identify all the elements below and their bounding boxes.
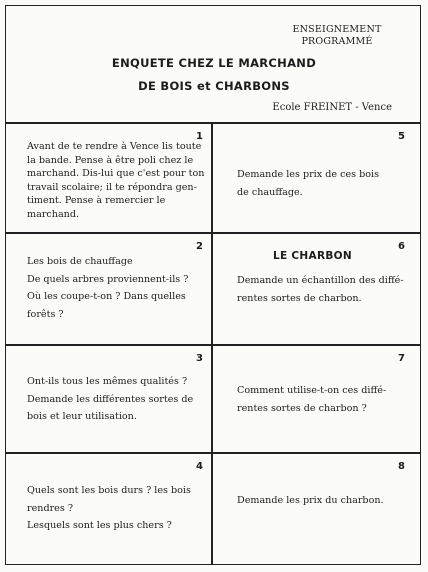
card-6 bbox=[213, 232, 421, 344]
card-text: Ont-ils tous les mêmes qualités ? Demande les différentes sortes de bois et leur utilisation. bbox=[27, 376, 194, 422]
card-text: Comment utilise-t-on ces diffé- rentes sortes de charbon ? bbox=[237, 385, 387, 414]
card-number: 6 bbox=[398, 241, 405, 252]
card-number: 1 bbox=[196, 131, 203, 142]
card-number: 3 bbox=[196, 353, 203, 364]
card-text: Les bois de chauffage De quels arbres proviennent-ils ? Où les coupe-t-on ? Dans quelles forêts ? bbox=[27, 256, 189, 320]
card-text: Demande les prix du charbon. bbox=[237, 495, 384, 506]
card-number: 7 bbox=[398, 353, 405, 364]
card-4 bbox=[5, 452, 211, 565]
card-text: Demande un échantillon des diffé- rentes sortes de charbon. bbox=[237, 275, 404, 304]
card-7 bbox=[213, 344, 421, 452]
school-name: Ecole FREINET - Vence bbox=[272, 102, 392, 113]
page-title-line-1: ENQUETE CHEZ LE MARCHAND bbox=[111, 56, 317, 70]
card-text: Quels sont les bois durs ? les bois rendres ? Lesquels sont les plus chers ? bbox=[27, 485, 191, 531]
card-number: 5 bbox=[398, 131, 405, 142]
page-title-line-2: DE BOIS et CHARBONS bbox=[138, 79, 290, 93]
tag-line-1: ENSEIGNEMENT bbox=[292, 24, 382, 35]
card-8 bbox=[213, 452, 421, 565]
card-1 bbox=[5, 122, 211, 232]
card-3 bbox=[5, 344, 211, 452]
card-text: Avant de te rendre à Vence lis toute la bande. Pense à être poli chez le marchand. Dis-lui que c'est pour ton travail scolaire; il te répondra gen- timent. Pense à remercier le marchand. bbox=[27, 141, 205, 220]
section-heading: LE CHARBON bbox=[273, 250, 352, 262]
card-grid bbox=[5, 122, 421, 565]
card-2 bbox=[5, 232, 211, 344]
programmed-teaching-tag bbox=[282, 24, 392, 48]
card-5 bbox=[213, 122, 421, 232]
card-number: 2 bbox=[196, 241, 203, 252]
card-number: 8 bbox=[398, 461, 405, 472]
card-number: 4 bbox=[196, 461, 203, 472]
tag-line-2: PROGRAMMÉ bbox=[301, 36, 373, 47]
card-text: Demande les prix de ces bois de chauffage. bbox=[237, 169, 380, 198]
